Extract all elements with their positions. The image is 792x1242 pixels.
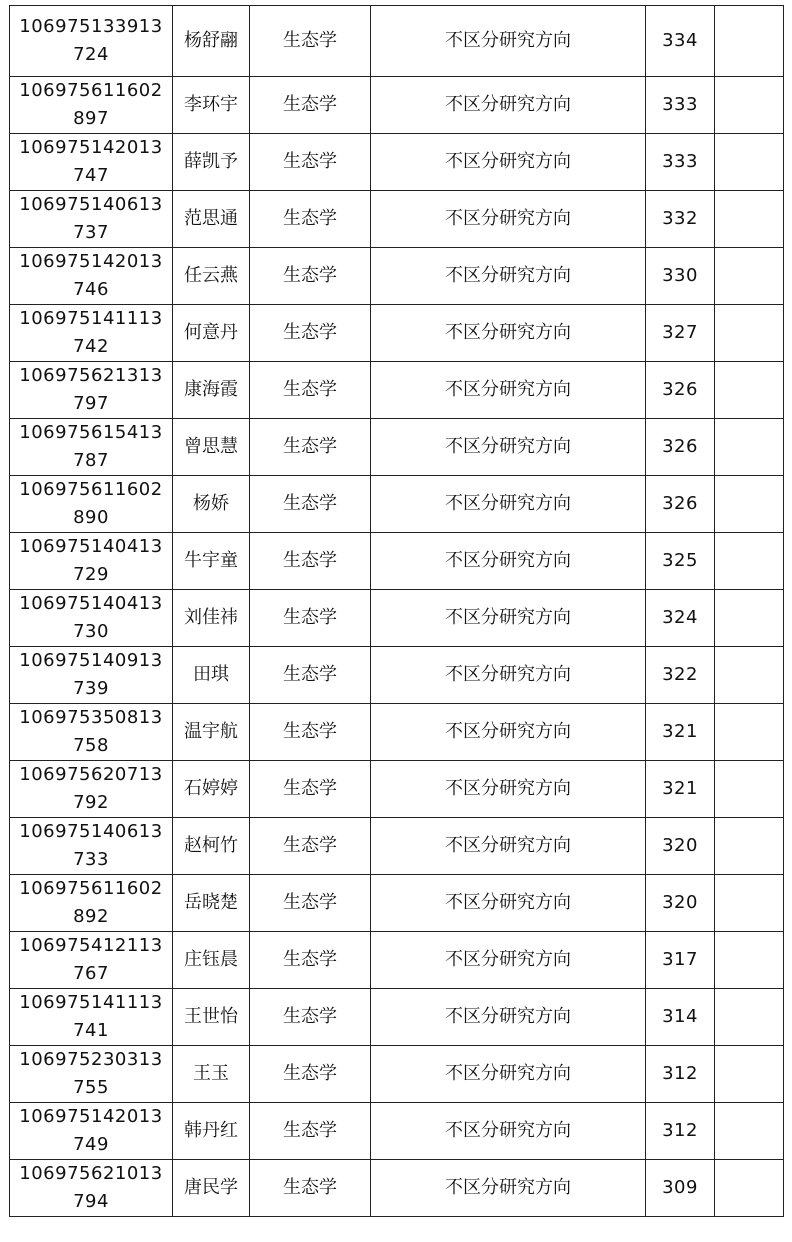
major-cell: 生态学 xyxy=(250,362,371,419)
major-cell: 生态学 xyxy=(250,305,371,362)
candidate-name-cell xyxy=(173,590,250,647)
candidate-name-text: 王玉 xyxy=(193,1063,229,1084)
table-row xyxy=(10,1046,784,1103)
score-cell: 333 xyxy=(646,134,715,191)
major-cell: 生态学 xyxy=(250,989,371,1046)
score-cell: 321 xyxy=(646,704,715,761)
table-row xyxy=(10,761,784,818)
score-table xyxy=(9,5,784,1217)
candidate-name-text: 岳晓楚 xyxy=(184,892,238,913)
score-cell: 334 xyxy=(646,6,715,77)
note-cell xyxy=(715,191,784,248)
candidate-name-text: 任云燕 xyxy=(184,265,238,286)
candidate-id-cell xyxy=(10,704,173,761)
candidate-id-cell xyxy=(10,533,173,590)
note-cell xyxy=(715,875,784,932)
candidate-name-text: 康海霞 xyxy=(184,379,238,400)
score-cell: 320 xyxy=(646,875,715,932)
candidate-id-cell xyxy=(10,647,173,704)
candidate-id-text: 106975140413730 xyxy=(19,593,163,642)
candidate-id-cell xyxy=(10,1160,173,1217)
table-row xyxy=(10,818,784,875)
candidate-name-cell xyxy=(173,989,250,1046)
score-cell: 330 xyxy=(646,248,715,305)
candidate-name-text: 曾思慧 xyxy=(184,436,238,457)
note-cell xyxy=(715,932,784,989)
candidate-id-cell xyxy=(10,476,173,533)
candidate-name-cell xyxy=(173,533,250,590)
candidate-id-text: 106975141113741 xyxy=(19,992,163,1041)
candidate-id-text: 106975142013749 xyxy=(19,1106,163,1155)
note-cell xyxy=(715,533,784,590)
candidate-id-text: 106975140613733 xyxy=(19,821,163,870)
score-cell: 327 xyxy=(646,305,715,362)
candidate-name-text: 杨娇 xyxy=(193,493,229,514)
candidate-name-cell xyxy=(173,932,250,989)
note-cell xyxy=(715,476,784,533)
candidate-name-cell xyxy=(173,875,250,932)
table-row xyxy=(10,362,784,419)
candidate-name-cell xyxy=(173,6,250,77)
candidate-name-text: 李环宇 xyxy=(184,94,238,115)
major-cell: 生态学 xyxy=(250,77,371,134)
major-cell: 生态学 xyxy=(250,761,371,818)
note-cell xyxy=(715,6,784,77)
note-cell xyxy=(715,590,784,647)
table-body xyxy=(10,6,784,1217)
candidate-id-text: 106975611602890 xyxy=(19,479,163,528)
table-row xyxy=(10,134,784,191)
major-cell: 生态学 xyxy=(250,134,371,191)
candidate-name-text: 温宇航 xyxy=(184,721,238,742)
table-row xyxy=(10,191,784,248)
major-cell: 生态学 xyxy=(250,1046,371,1103)
table-row xyxy=(10,305,784,362)
score-cell: 320 xyxy=(646,818,715,875)
note-cell xyxy=(715,818,784,875)
candidate-id-text: 106975621013794 xyxy=(19,1163,163,1212)
candidate-id-text: 106975621313797 xyxy=(19,365,163,414)
candidate-name-text: 田琪 xyxy=(193,664,229,685)
candidate-id-text: 106975230313755 xyxy=(19,1049,163,1098)
major-cell: 生态学 xyxy=(250,875,371,932)
candidate-name-cell xyxy=(173,1046,250,1103)
score-cell: 314 xyxy=(646,989,715,1046)
candidate-id-cell xyxy=(10,989,173,1046)
candidate-name-text: 赵柯竹 xyxy=(184,835,238,856)
candidate-name-text: 范思通 xyxy=(184,208,238,229)
candidate-name-text: 石婷婷 xyxy=(184,778,238,799)
research-direction-cell: 不区分研究方向 xyxy=(371,761,646,818)
research-direction-cell: 不区分研究方向 xyxy=(371,932,646,989)
research-direction-cell: 不区分研究方向 xyxy=(371,647,646,704)
major-cell: 生态学 xyxy=(250,818,371,875)
table-row xyxy=(10,932,784,989)
research-direction-cell: 不区分研究方向 xyxy=(371,419,646,476)
candidate-name-text: 牛宇童 xyxy=(184,550,238,571)
candidate-name-text: 唐民学 xyxy=(184,1177,238,1198)
research-direction-cell: 不区分研究方向 xyxy=(371,191,646,248)
note-cell xyxy=(715,1103,784,1160)
candidate-id-cell xyxy=(10,419,173,476)
research-direction-cell: 不区分研究方向 xyxy=(371,1046,646,1103)
note-cell xyxy=(715,134,784,191)
table-row xyxy=(10,476,784,533)
research-direction-cell: 不区分研究方向 xyxy=(371,1160,646,1217)
candidate-name-cell xyxy=(173,1160,250,1217)
candidate-id-text: 106975611602892 xyxy=(19,878,163,927)
table-row xyxy=(10,419,784,476)
candidate-id-cell xyxy=(10,1046,173,1103)
note-cell xyxy=(715,1046,784,1103)
candidate-name-cell xyxy=(173,419,250,476)
major-cell: 生态学 xyxy=(250,647,371,704)
table-row xyxy=(10,533,784,590)
candidate-name-cell xyxy=(173,134,250,191)
candidate-id-text: 106975140913739 xyxy=(19,650,163,699)
candidate-name-cell xyxy=(173,305,250,362)
note-cell xyxy=(715,77,784,134)
candidate-id-cell xyxy=(10,1103,173,1160)
candidate-id-cell xyxy=(10,932,173,989)
candidate-name-cell xyxy=(173,362,250,419)
candidate-id-text: 106975620713792 xyxy=(19,764,163,813)
candidate-name-text: 薛凯予 xyxy=(184,151,238,172)
candidate-name-cell xyxy=(173,704,250,761)
major-cell: 生态学 xyxy=(250,1160,371,1217)
score-cell: 332 xyxy=(646,191,715,248)
note-cell xyxy=(715,989,784,1046)
note-cell xyxy=(715,1160,784,1217)
candidate-id-cell xyxy=(10,761,173,818)
candidate-id-cell xyxy=(10,134,173,191)
note-cell xyxy=(715,419,784,476)
major-cell: 生态学 xyxy=(250,476,371,533)
candidate-name-cell xyxy=(173,77,250,134)
candidate-name-cell xyxy=(173,761,250,818)
research-direction-cell: 不区分研究方向 xyxy=(371,6,646,77)
candidate-id-cell xyxy=(10,362,173,419)
candidate-id-cell xyxy=(10,590,173,647)
research-direction-cell: 不区分研究方向 xyxy=(371,77,646,134)
major-cell: 生态学 xyxy=(250,191,371,248)
research-direction-cell: 不区分研究方向 xyxy=(371,590,646,647)
major-cell: 生态学 xyxy=(250,6,371,77)
candidate-name-cell xyxy=(173,818,250,875)
candidate-id-text: 106975350813758 xyxy=(19,707,163,756)
candidate-id-cell xyxy=(10,305,173,362)
candidate-id-text: 106975140413729 xyxy=(19,536,163,585)
score-cell: 309 xyxy=(646,1160,715,1217)
research-direction-cell: 不区分研究方向 xyxy=(371,134,646,191)
candidate-name-cell xyxy=(173,191,250,248)
research-direction-cell: 不区分研究方向 xyxy=(371,875,646,932)
candidate-name-text: 何意丹 xyxy=(184,322,238,343)
table-row xyxy=(10,1160,784,1217)
score-cell: 312 xyxy=(646,1103,715,1160)
candidate-id-text: 106975611602897 xyxy=(19,80,163,129)
research-direction-cell: 不区分研究方向 xyxy=(371,305,646,362)
research-direction-cell: 不区分研究方向 xyxy=(371,704,646,761)
candidate-name-cell xyxy=(173,248,250,305)
note-cell xyxy=(715,761,784,818)
major-cell: 生态学 xyxy=(250,590,371,647)
table-row xyxy=(10,6,784,77)
major-cell: 生态学 xyxy=(250,1103,371,1160)
major-cell: 生态学 xyxy=(250,419,371,476)
research-direction-cell: 不区分研究方向 xyxy=(371,248,646,305)
research-direction-cell: 不区分研究方向 xyxy=(371,1103,646,1160)
score-cell: 321 xyxy=(646,761,715,818)
candidate-id-cell xyxy=(10,248,173,305)
candidate-id-text: 106975615413787 xyxy=(19,422,163,471)
candidate-id-cell xyxy=(10,191,173,248)
major-cell: 生态学 xyxy=(250,704,371,761)
research-direction-cell: 不区分研究方向 xyxy=(371,818,646,875)
candidate-id-text: 106975133913724 xyxy=(19,16,163,65)
research-direction-cell: 不区分研究方向 xyxy=(371,476,646,533)
research-direction-cell: 不区分研究方向 xyxy=(371,989,646,1046)
table-row xyxy=(10,590,784,647)
candidate-name-cell xyxy=(173,647,250,704)
candidate-name-text: 刘佳祎 xyxy=(184,607,238,628)
candidate-id-cell xyxy=(10,875,173,932)
score-cell: 317 xyxy=(646,932,715,989)
score-cell: 325 xyxy=(646,533,715,590)
candidate-id-text: 106975141113742 xyxy=(19,308,163,357)
table-row xyxy=(10,647,784,704)
note-cell xyxy=(715,362,784,419)
major-cell: 生态学 xyxy=(250,533,371,590)
score-cell: 326 xyxy=(646,476,715,533)
research-direction-cell: 不区分研究方向 xyxy=(371,362,646,419)
candidate-id-text: 106975140613737 xyxy=(19,194,163,243)
score-cell: 333 xyxy=(646,77,715,134)
score-cell: 312 xyxy=(646,1046,715,1103)
table-row xyxy=(10,1103,784,1160)
research-direction-cell: 不区分研究方向 xyxy=(371,533,646,590)
candidate-id-cell xyxy=(10,77,173,134)
table-row xyxy=(10,704,784,761)
major-cell: 生态学 xyxy=(250,248,371,305)
table-row xyxy=(10,248,784,305)
candidate-id-text: 106975142013746 xyxy=(19,251,163,300)
table-row xyxy=(10,989,784,1046)
candidate-id-text: 106975412113767 xyxy=(19,935,163,984)
candidate-name-text: 庄钰晨 xyxy=(184,949,238,970)
candidate-name-text: 韩丹红 xyxy=(184,1120,238,1141)
score-cell: 326 xyxy=(646,362,715,419)
note-cell xyxy=(715,248,784,305)
candidate-name-text: 杨舒翮 xyxy=(184,30,238,51)
note-cell xyxy=(715,704,784,761)
table-row xyxy=(10,875,784,932)
candidate-name-cell xyxy=(173,476,250,533)
candidate-id-text: 106975142013747 xyxy=(19,137,163,186)
note-cell xyxy=(715,305,784,362)
candidate-name-text: 王世怡 xyxy=(184,1006,238,1027)
score-cell: 326 xyxy=(646,419,715,476)
candidate-id-cell xyxy=(10,818,173,875)
score-cell: 322 xyxy=(646,647,715,704)
note-cell xyxy=(715,647,784,704)
candidate-name-cell xyxy=(173,1103,250,1160)
score-cell: 324 xyxy=(646,590,715,647)
table-row xyxy=(10,77,784,134)
candidate-id-cell xyxy=(10,6,173,77)
major-cell: 生态学 xyxy=(250,932,371,989)
